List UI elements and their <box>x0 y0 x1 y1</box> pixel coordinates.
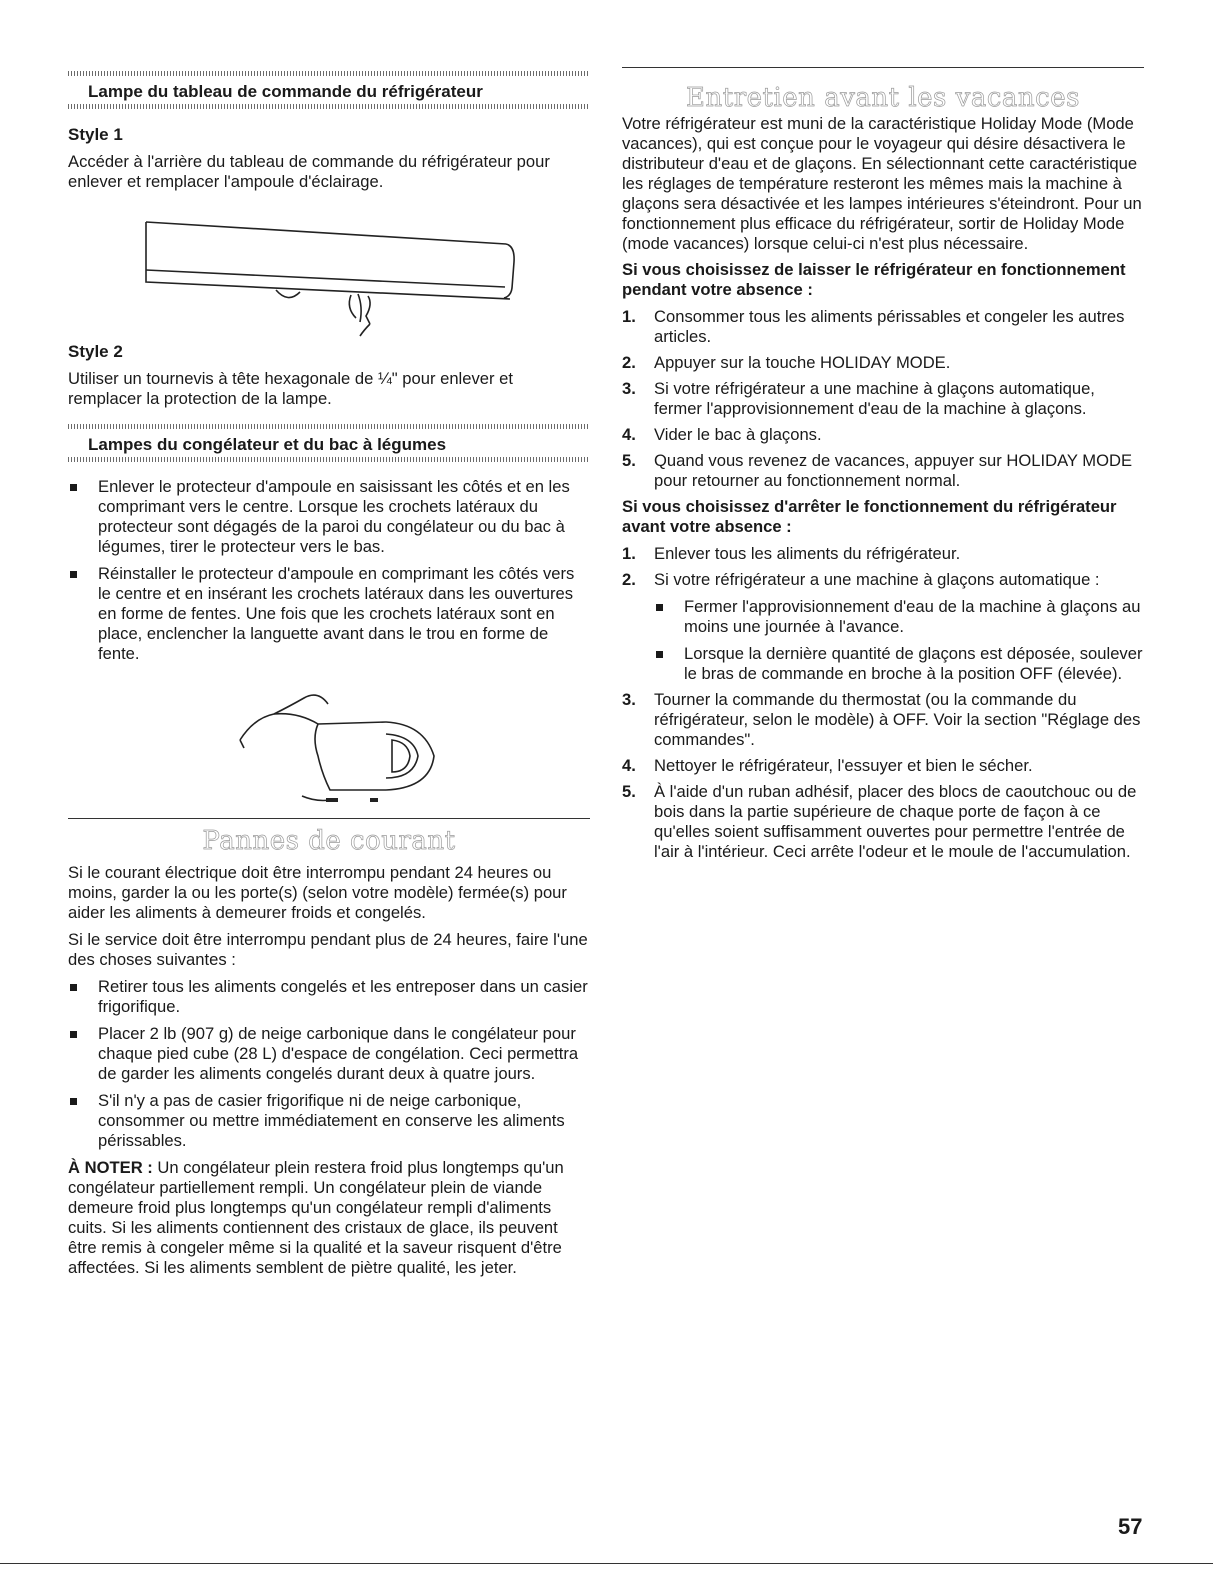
right-column <box>622 0 1144 862</box>
freezer-lamp-illustration <box>68 678 590 808</box>
list-item: 4. Nettoyer le réfrigérateur, l'essuyer et bien le sécher. <box>622 756 1033 775</box>
list-item: Réinstaller le protecteur d'ampoule en comprimant les côtés vers le centre et en insérant les crochets latéraux dans les ouvertures en forme de fentes. Une fois que les crochets latéraux sont en place, enclencher la languette avant dans le trou en forme de fente. <box>68 564 590 664</box>
bullet-icon <box>68 1024 98 1084</box>
bullet-icon <box>654 597 684 637</box>
bullet-icon <box>68 1091 98 1151</box>
turn-off-heading: Si vous choisissez d'arrêter le fonctionnement du réfrigérateur avant votre absence : <box>622 497 1117 536</box>
list-item: 4. Vider le bac à glaçons. <box>622 425 822 444</box>
note-text: Un congélateur plein restera froid plus longtemps qu'un congélateur partiellement rempli. Un congélateur plein de viande demeure froid plus longtemps qu'un congélateur rempli d'aliments cuits. Si les aliments contiennent des cristaux de glace, ils peuvent être remis à congeler même si la qualité et la saveur risquent d'être affectées. Si les aliments semblent de piètre qualité, les jeter. <box>68 1158 564 1277</box>
list-item: S'il n'y a pas de casier frigorifique ni de neige carbonique, consommer ou mettre immédiatement en conserve les aliments périssables. <box>68 1091 590 1151</box>
list-item: Retirer tous les aliments congelés et les entreposer dans un casier frigorifique. <box>68 977 590 1017</box>
hatch-divider <box>68 104 590 109</box>
list-item: 2. Appuyer sur la touche HOLIDAY MODE. <box>622 353 951 372</box>
list-item: Enlever le protecteur d'ampoule en saisissant les côtés et en les comprimant vers le centre. Lorsque les crochets latéraux du protecteur sont dégagés de la paroi du congélateur ou du bac à légumes, tirer le protecteur vers le bas. <box>68 477 590 557</box>
power-outage-title: Pannes de courant <box>202 826 456 856</box>
list-item: 3. Tourner la commande du thermostat (ou la commande du réfrigérateur, selon le modèle) à OFF. Voir la section "Réglage des commandes". <box>622 690 1141 749</box>
power-paragraph-2: Si le service doit être interrompu pendant plus de 24 heures, faire l'une des choses suivantes : <box>68 930 588 969</box>
bullet-icon <box>654 644 684 684</box>
lamp-control-heading: Lampe du tableau de commande du réfrigérateur <box>88 82 483 101</box>
style1-text: Accéder à l'arrière du tableau de commande du réfrigérateur pour enlever et remplacer l'ampoule d'éclairage. <box>68 152 550 191</box>
list-item: Lorsque la dernière quantité de glaçons est déposée, soulever le bras de commande en broche à la position OFF (élevée). <box>622 644 1144 684</box>
list-item: 2. Si votre réfrigérateur a une machine à glaçons automatique : <box>622 570 1100 589</box>
section-rule <box>622 67 1144 68</box>
bullet-icon <box>68 477 98 557</box>
vacation-title: Entretien avant les vacances <box>686 83 1080 113</box>
list-item: 1. Consommer tous les aliments périssables et congeler les autres articles. <box>622 307 1125 346</box>
list-item: 5. À l'aide d'un ruban adhésif, placer des blocs de caoutchouc ou de bois dans la partie supérieure de chaque porte de façon à ce qu'elles soient suffisamment ouvertes pour permettre l'entrée de l'air à l'intérieur. Ceci arrête l'odeur et le moule de l'accumulation. <box>622 782 1137 861</box>
list-item: 3. Si votre réfrigérateur a une machine à glaçons automatique, fermer l'approvisionnement d'eau de la machine à glaçons. <box>622 379 1095 418</box>
bullet-icon <box>68 564 98 664</box>
style1-heading: Style 1 <box>68 125 123 144</box>
footer-rule <box>0 1563 1213 1564</box>
section-rule <box>68 818 590 819</box>
style2-heading: Style 2 <box>68 342 123 361</box>
bullet-icon <box>68 977 98 1017</box>
list-item: Fermer l'approvisionnement d'eau de la machine à glaçons au moins une journée à l'avance. <box>622 597 1144 637</box>
control-panel-lamp-illustration <box>68 212 590 338</box>
list-item: 1. Enlever tous les aliments du réfrigérateur. <box>622 544 961 563</box>
freezer-lamp-heading: Lampes du congélateur et du bac à légumes <box>88 435 447 454</box>
page-number: 57 <box>1118 1514 1143 1539</box>
keep-on-heading: Si vous choisissez de laisser le réfrigérateur en fonctionnement pendant votre absence : <box>622 260 1126 299</box>
hatch-divider <box>68 71 590 76</box>
power-paragraph-1: Si le courant électrique doit être interrompu pendant 24 heures ou moins, garder la ou les porte(s) (selon votre modèle) fermée(s) pour aider les aliments à demeurer froids et congelés. <box>68 863 567 922</box>
hatch-divider <box>68 424 590 429</box>
note-label: À NOTER : <box>68 1158 153 1177</box>
list-item: 5. Quand vous revenez de vacances, appuyer sur HOLIDAY MODE pour retourner au fonctionnement normal. <box>622 451 1133 490</box>
hatch-divider <box>68 457 590 462</box>
note-paragraph <box>68 1158 590 1278</box>
left-column <box>68 0 590 1278</box>
vacation-intro: Votre réfrigérateur est muni de la caractéristique Holiday Mode (Mode vacances), qui est conçue pour le voyageur qui désire désactivera le distributeur d'eau et de glaçons. En sélectionnant cette caractéristique les réglages de température resteront les mêmes mais la machine à glaçons sera désactivée et les lampes intérieures s'éteindront. Pour un fonctionnement plus efficace du réfrigérateur, sortir de Holiday Mode (mode vacances) lorsque celui-ci n'est plus nécessaire. <box>622 114 1142 253</box>
list-item: Placer 2 lb (907 g) de neige carbonique dans le congélateur pour chaque pied cube (28 L) d'espace de congélation. Ceci permettra de garder les aliments congelés durant deux à quatre jours. <box>68 1024 590 1084</box>
style2-text: Utiliser un tournevis à tête hexagonale de ¼" pour enlever et remplacer la protection de la lampe. <box>68 369 513 408</box>
